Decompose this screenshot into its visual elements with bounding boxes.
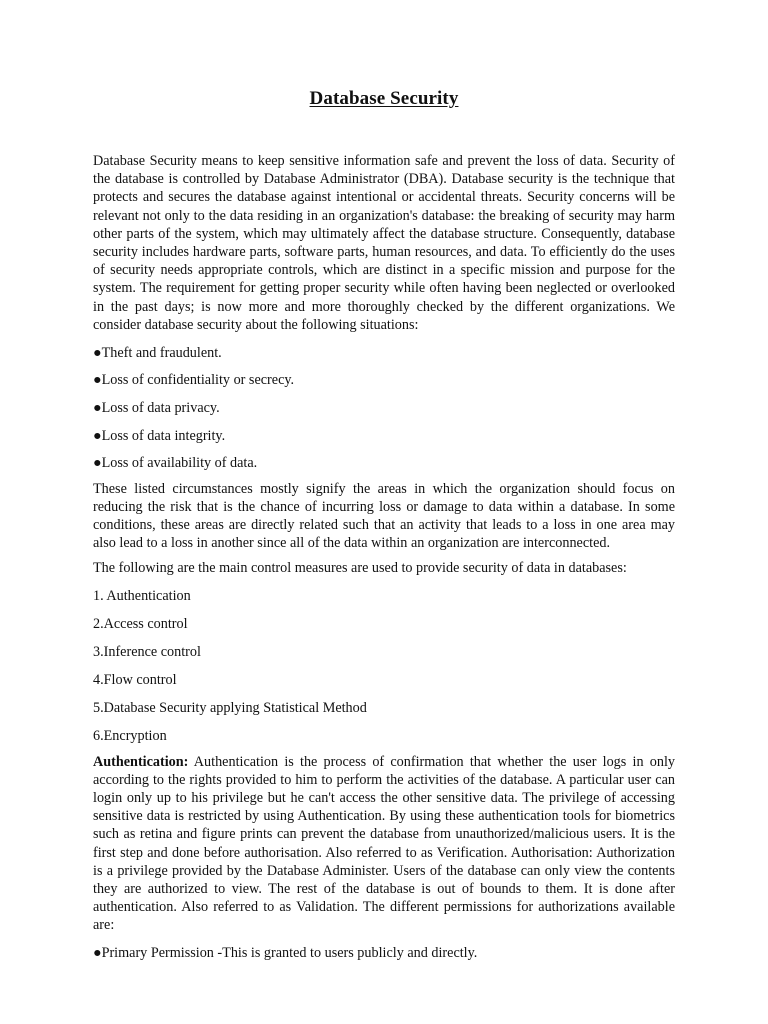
situations-list [93, 334, 675, 473]
measures-intro: The following are the main control measures are used to provide security of data in databases: [93, 560, 627, 577]
list-item: ●Loss of data privacy. [93, 399, 220, 416]
list-item: ●Loss of confidentiality or secrecy. [93, 372, 295, 389]
list-item: 1. Authentication [93, 588, 191, 605]
list-item: ●Loss of availability of data. [93, 455, 258, 472]
authentication-text: Authentication is the process of confirmation that whether the user logs in only according to the rights provided to him to perform the activities of the database. A particular user can login only up to his privilege but he can't access the other sensitive data. The privilege of accessing sensitive data is restricted by using Authentication. By using these authentication tools for biometrics such as retina and figure prints can prevent the database from unauthorized/malicious users. It is the first step and done before authorisation. Also referred to as Verification. Authorisation: Authorization is a privilege provided by the Database Administer. Users of the database can only view the contents they are authorized to view. The rest of the database is out of bounds to them. It is done after authentication. Also referred to as Validation. The different permissions for authorizations available are: [93, 753, 675, 934]
intro-paragraph: Database Security means to keep sensitive information safe and prevent the loss of data. Security of the database is controlled by Database Administrator (DBA). Database security is the technique that protects and secures the database against intentional or accidental threats. Security concerns will be relevant not only to the data residing in an organization's database: the breaking of security may harm other parts of the system, which may ultimately affect the database structure. Consequently, database security includes hardware parts, software parts, human resources, and data. To efficiently do the uses of security needs appropriate controls, which are distinct in a specific mission and purpose for the system. The requirement for getting proper security while often having been neglected or overlooked in the past days; is now more and more thoroughly checked by the different organizations. We consider database security about the following situations: [93, 153, 675, 333]
permissions-list [93, 935, 675, 963]
list-item: ●Loss of data integrity. [93, 427, 226, 444]
list-item: 3.Inference control [93, 644, 201, 661]
list-item: 5.Database Security applying Statistical Method [93, 700, 367, 717]
authentication-heading: Authentication: [93, 753, 189, 770]
list-item: 2.Access control [93, 616, 188, 633]
list-item: 4.Flow control [93, 672, 177, 689]
authentication-paragraph [93, 746, 675, 935]
circumstances-paragraph: These listed circumstances mostly signify the areas in which the organization should focus on reducing the risk that is the chance of incurring loss or damage to data within a database. In some conditions, these areas are directly related such that an activity that leads to a loss in one area may also lead to a loss in another since all of the data within an organization are interconnected. [93, 480, 675, 552]
measures-list [93, 578, 675, 746]
list-item: 6.Encryption [93, 728, 167, 745]
list-item: ●Primary Permission -This is granted to users publicly and directly. [93, 945, 478, 962]
page-title: Database Security [309, 88, 459, 109]
list-item: ●Theft and fraudulent. [93, 344, 222, 361]
